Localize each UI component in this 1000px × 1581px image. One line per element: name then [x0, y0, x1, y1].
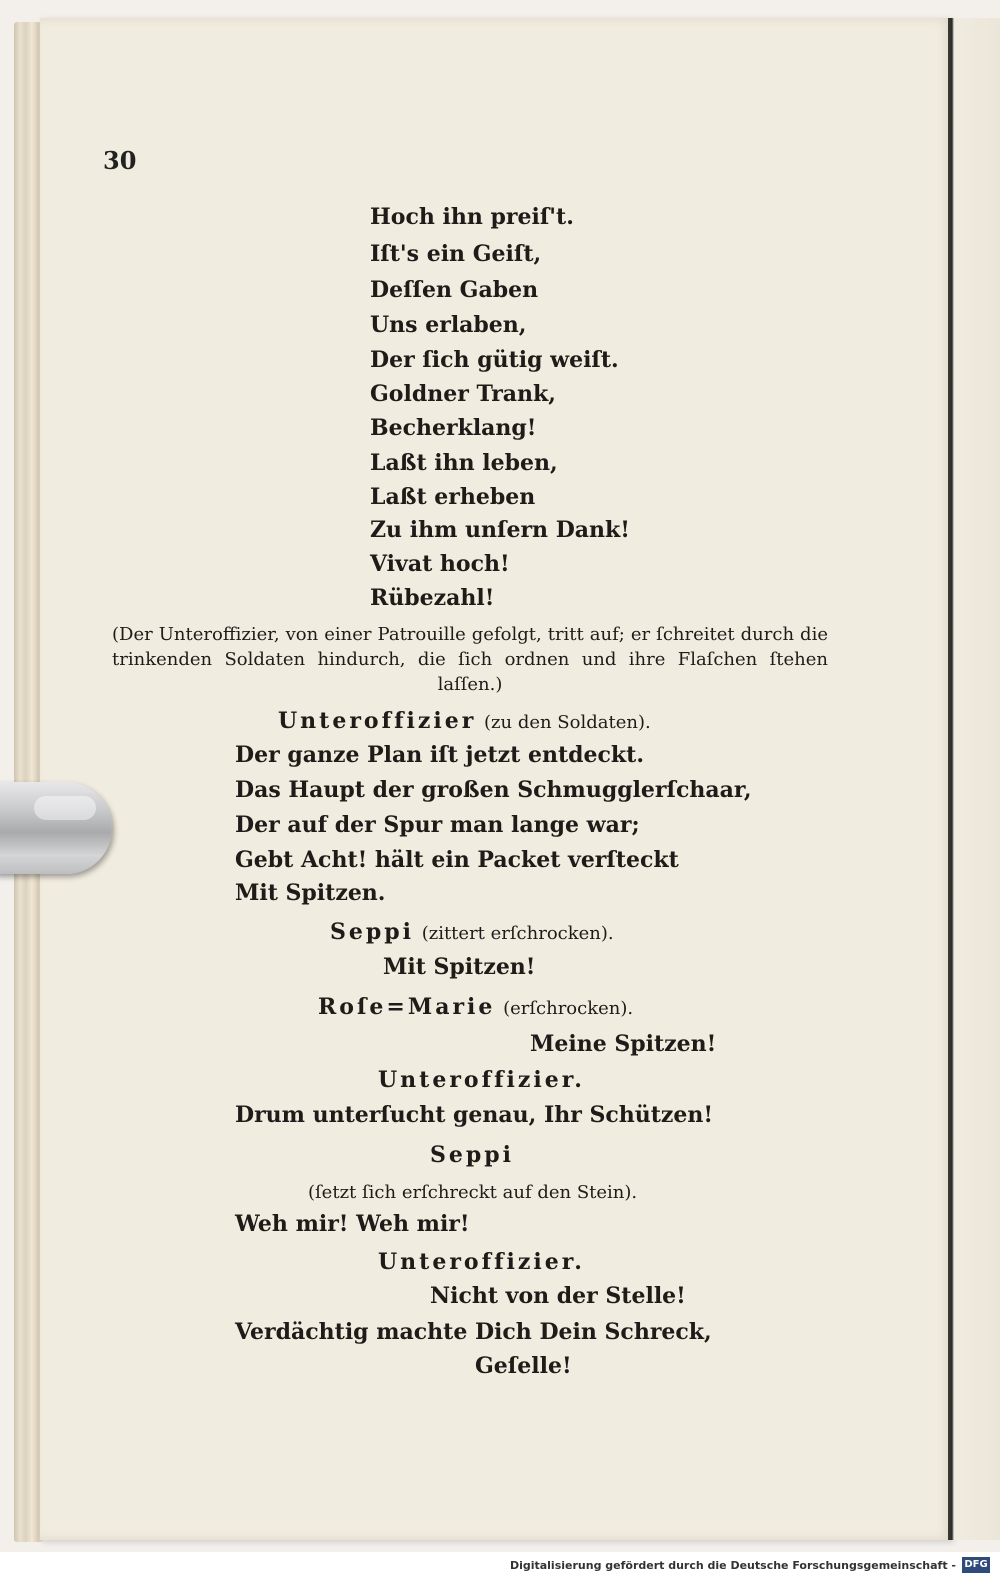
verse-line: Uns erlaben,	[370, 312, 527, 338]
speech-line: Der ganze Plan iſt jetzt entdeckt.	[235, 742, 644, 768]
speaker-name: Unteroffizier.	[378, 1067, 585, 1093]
verse-line: Vivat hoch!	[370, 551, 510, 577]
stage-direction: (Der Unteroffizier, von einer Patrouille gefolgt, tritt auf; er ſchreitet durch die trinkenden Soldaten hindurch, die ſich ordnen und ihre Flaſchen ſtehen laſſen.)	[112, 624, 828, 695]
speech-line: Mit Spitzen.	[235, 880, 386, 906]
speech-line: Drum unterſucht genau, Ihr Schützen!	[235, 1102, 714, 1128]
speaker-heading	[378, 1066, 585, 1094]
page-clip	[0, 782, 112, 874]
facing-page-edge	[948, 18, 1000, 1540]
speaker-direction: (erſchrocken).	[503, 998, 634, 1019]
verse-line: Iſt's ein Geiſt,	[370, 241, 542, 267]
verse-line: Becherklang!	[370, 415, 537, 441]
speaker-heading	[308, 1177, 637, 1207]
footer-credit: Digitalisierung gefördert durch die Deutsche Forschungsgemeinschaft -	[509, 1559, 956, 1572]
speaker-heading	[378, 1248, 585, 1276]
verse-line: Goldner Trank,	[370, 381, 556, 407]
verse-line: Zu ihm unſern Dank!	[370, 517, 630, 543]
speaker-direction: (zittert erſchrocken).	[421, 923, 614, 944]
dfg-logo: DFG	[962, 1557, 990, 1573]
verse-line: Hoch ihn preiſ't.	[370, 204, 574, 230]
speaker-heading	[330, 918, 614, 948]
speaker-heading	[430, 1141, 514, 1169]
speaker-name: Unteroffizier.	[378, 1249, 585, 1275]
speaker-heading	[278, 707, 651, 737]
speech-line: Verdächtig machte Dich Dein Schreck,	[235, 1319, 712, 1345]
verse-line: Laßt ihn leben,	[370, 450, 558, 476]
speaker-heading	[318, 993, 633, 1023]
speech-line: Nicht von der Stelle!	[430, 1283, 686, 1309]
digitization-footer	[0, 1552, 1000, 1581]
verse-line: Rübezahl!	[370, 585, 495, 611]
page-number: 30	[103, 146, 137, 175]
speaker-direction: (ſetzt ſich erſchreckt auf den Stein).	[308, 1182, 638, 1203]
verse-line: Der ſich gütig weiſt.	[370, 347, 619, 373]
speech-line: Weh mir! Weh mir!	[235, 1211, 470, 1237]
speech-line: Meine Spitzen!	[530, 1031, 717, 1057]
speech-line: Mit Spitzen!	[383, 954, 536, 980]
speaker-name: Unteroffizier	[278, 708, 477, 734]
speech-line: Der auf der Spur man lange war;	[235, 812, 640, 838]
speech-line: Geſelle!	[475, 1353, 572, 1379]
speaker-direction: (zu den Soldaten).	[484, 712, 651, 733]
speaker-name: Seppi	[430, 1142, 515, 1168]
speaker-name: Seppi	[330, 919, 415, 945]
speech-line: Das Haupt der großen Schmugglerſchaar,	[235, 777, 752, 803]
verse-line: Deſſen Gaben	[370, 277, 539, 303]
verse-line: Laßt erheben	[370, 484, 536, 510]
speech-line: Gebt Acht! hält ein Packet verſteckt	[235, 847, 679, 873]
speaker-name: Roſe=Marie	[318, 994, 496, 1020]
